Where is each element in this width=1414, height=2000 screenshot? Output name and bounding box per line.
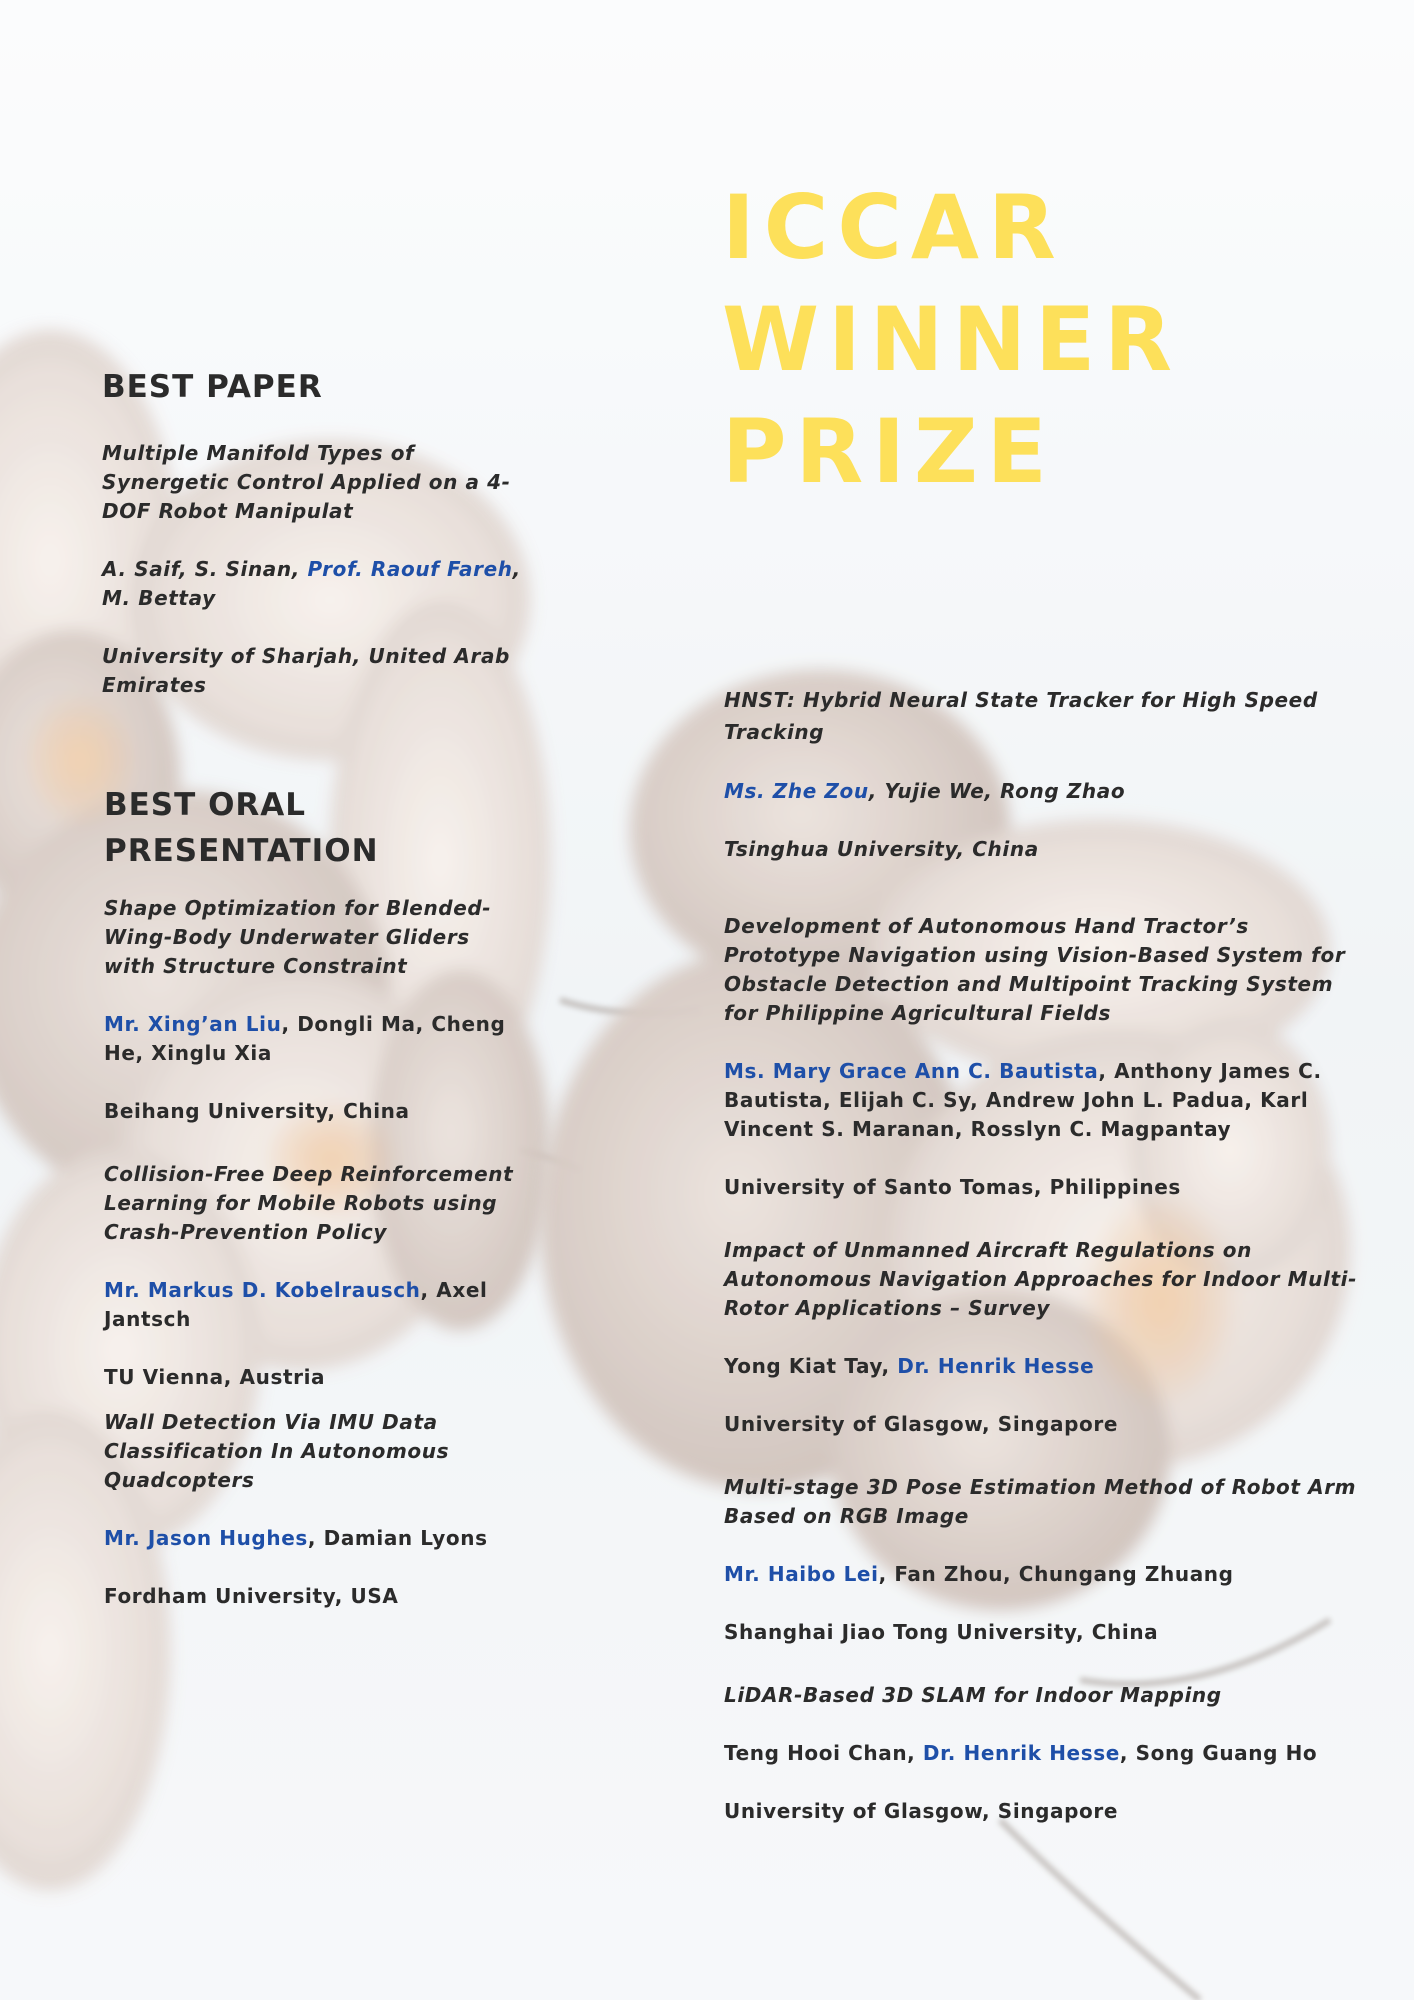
best-paper-section	[102, 364, 522, 700]
winner-entry-affiliation: University of Glasgow, Singapore	[724, 1412, 1119, 1436]
page-title	[722, 172, 1181, 508]
presenter-name: Ms. Zhe Zou	[724, 779, 869, 803]
title-line-2: WINNER	[722, 288, 1181, 391]
winner-entry-authors	[724, 1739, 1364, 1768]
authors-after: , Yujie We, Rong Zhao	[868, 779, 1126, 803]
winner-entry-affiliation: Tsinghua University, China	[724, 837, 1039, 861]
winner-entry-authors	[724, 1560, 1364, 1589]
title-line-1: ICCAR	[722, 176, 1065, 279]
presenter-name: Mr. Markus D. Kobelrausch	[104, 1278, 421, 1302]
title-line-3: PRIZE	[722, 400, 1056, 503]
oral-entry-title: Shape Optimization for Blended-Wing-Body Underwater Gliders with Structure Constraint	[104, 896, 492, 978]
authors-before: A. Saif, S. Sinan,	[102, 557, 308, 581]
winner-entry-affiliation: University of Santo Tomas, Philippines	[724, 1175, 1181, 1199]
winner-entry	[724, 1473, 1364, 1647]
best-oral-heading-line-1: BEST ORAL	[104, 787, 307, 823]
authors-before: Yong Kiat Tay,	[724, 1354, 898, 1378]
oral-entry	[104, 1408, 524, 1611]
winner-entry-authors	[724, 777, 1364, 806]
presenter-name: Dr. Henrik Hesse	[897, 1354, 1095, 1378]
authors-after: , Song Guang Ho	[1119, 1741, 1318, 1765]
best-oral-heading-line-2: PRESENTATION	[104, 833, 379, 869]
authors-after: , M. Bettay	[102, 557, 521, 610]
winner-entry-authors	[724, 1352, 1364, 1381]
winner-entry-authors	[724, 1057, 1364, 1144]
presenter-name: Prof. Raouf Fareh	[307, 557, 513, 581]
winner-entry-title: Development of Autonomous Hand Tractor’s Prototype Navigation using Vision-Based System for Obstacle Detection and Multipoint Tracking System for Philippine Agricultural Fields	[724, 914, 1346, 1025]
winner-entry	[724, 1236, 1364, 1439]
oral-entry-affiliation: Beihang University, China	[104, 1099, 410, 1123]
winner-entry-title: HNST: Hybrid Neural State Tracker for High Speed Tracking	[724, 688, 1318, 744]
oral-entry	[104, 894, 524, 1126]
oral-entry-title: Collision-Free Deep Reinforcement Learning for Mobile Robots using Crash-Prevention Policy	[104, 1162, 514, 1244]
best-oral-section	[104, 782, 524, 1611]
oral-entry-authors	[104, 1524, 524, 1553]
winner-list	[724, 684, 1364, 1826]
winner-entry	[724, 684, 1364, 864]
best-paper-authors	[102, 555, 522, 613]
winner-entry-title: LiDAR-Based 3D SLAM for Indoor Mapping	[724, 1683, 1222, 1707]
authors-before: Teng Hooi Chan,	[724, 1741, 923, 1765]
winner-entry-title: Multi-stage 3D Pose Estimation Method of Robot Arm Based on RGB Image	[724, 1475, 1357, 1528]
best-paper-heading: BEST PAPER	[102, 369, 323, 405]
oral-entry-affiliation: TU Vienna, Austria	[104, 1365, 326, 1389]
winner-entry	[724, 1681, 1364, 1826]
presenter-name: Ms. Mary Grace Ann C. Bautista	[724, 1059, 1099, 1083]
authors-after: , Axel Jantsch	[104, 1278, 488, 1331]
authors-after: , Damian Lyons	[307, 1526, 488, 1550]
authors-after: , Dongli Ma, Cheng He, Xinglu Xia	[104, 1012, 506, 1065]
authors-after: , Fan Zhou, Chungang Zhuang	[878, 1562, 1234, 1586]
best-paper-affiliation: University of Sharjah, United Arab Emirates	[102, 644, 510, 697]
oral-entry	[104, 1160, 524, 1392]
best-paper-title: Multiple Manifold Types of Synergetic Control Applied on a 4-DOF Robot Manipulat	[102, 441, 511, 523]
authors-after: , Anthony James C. Bautista, Elijah C. Sy, Andrew John L. Padua, Karl Vincent S. Maranan, Rosslyn C. Magpantay	[724, 1059, 1322, 1141]
winner-entry-title: Impact of Unmanned Aircraft Regulations on Autonomous Navigation Approaches for Indoor Multi-Rotor Applications – Survey	[724, 1238, 1357, 1320]
oral-entry-title: Wall Detection Via IMU Data Classification In Autonomous Quadcopters	[104, 1410, 450, 1492]
oral-entry-affiliation: Fordham University, USA	[104, 1584, 399, 1608]
oral-entry-authors	[104, 1010, 524, 1068]
presenter-name: Mr. Haibo Lei	[724, 1562, 879, 1586]
winner-entry-affiliation: Shanghai Jiao Tong University, China	[724, 1620, 1159, 1644]
winner-entry-affiliation: University of Glasgow, Singapore	[724, 1799, 1119, 1823]
presenter-name: Dr. Henrik Hesse	[922, 1741, 1120, 1765]
presenter-name: Mr. Xing’an Liu	[104, 1012, 282, 1036]
winner-entry	[724, 912, 1364, 1202]
presenter-name: Mr. Jason Hughes	[104, 1526, 308, 1550]
oral-entry-authors	[104, 1276, 524, 1334]
